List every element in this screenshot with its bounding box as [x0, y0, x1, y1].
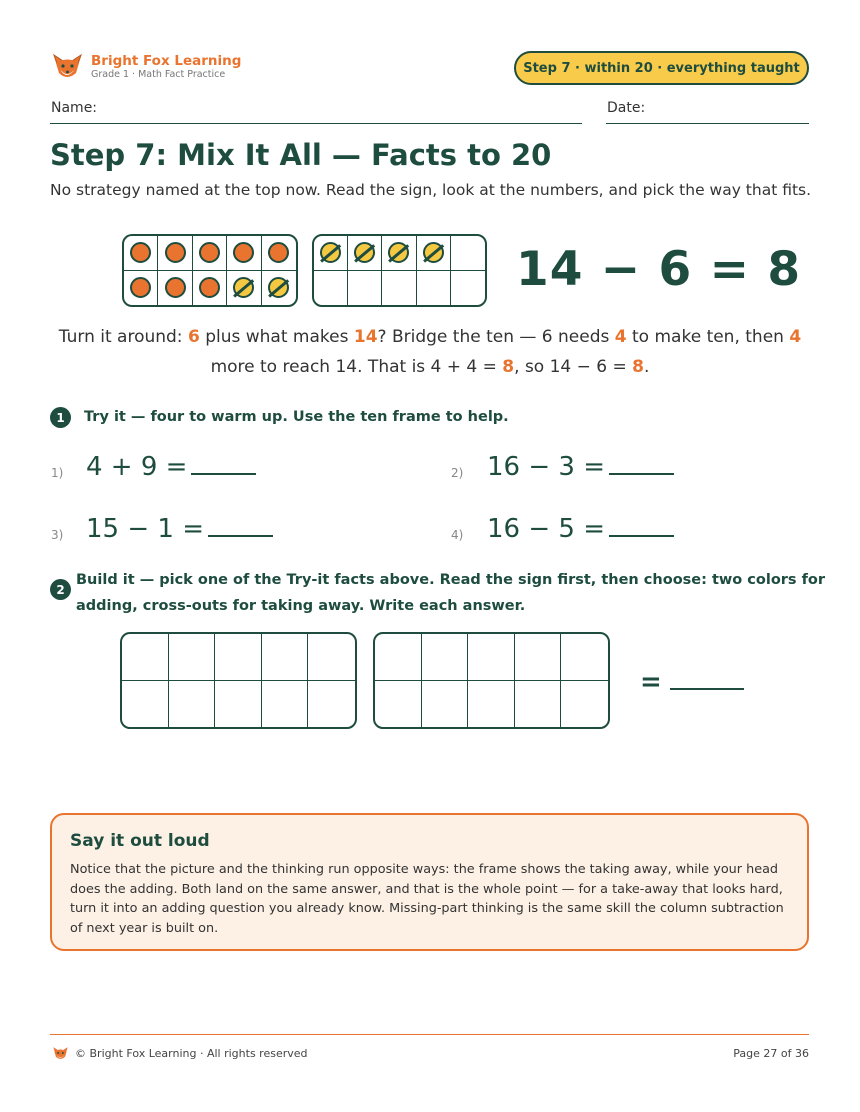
ten-frame-cell — [417, 271, 451, 306]
cross-out-icon — [389, 245, 410, 263]
problem-3-expression: 15 − 1 = — [86, 514, 204, 544]
build-answer-blank[interactable] — [670, 688, 744, 690]
page-title: Step 7: Mix It All — Facts to 20 — [50, 138, 552, 172]
footer-divider — [50, 1034, 809, 1035]
counter-icon — [268, 242, 289, 263]
problem-2 — [487, 452, 674, 482]
crossed-counter-icon — [320, 242, 341, 263]
crossed-counter-icon — [388, 242, 409, 263]
cross-out-icon — [234, 280, 255, 298]
build-ten-frame-right[interactable] — [373, 632, 610, 729]
problem-3-answer-blank[interactable] — [208, 535, 273, 537]
counter-icon — [199, 277, 220, 298]
cross-out-icon — [268, 280, 289, 298]
brand — [52, 53, 241, 81]
name-label: Name: — [51, 100, 98, 116]
problem-2-answer-blank[interactable] — [609, 473, 674, 475]
problem-4 — [487, 514, 674, 544]
brand-subtitle: Grade 1 · Math Fact Practice — [91, 69, 226, 80]
crossed-counter-icon — [423, 242, 444, 263]
problem-4-answer-blank[interactable] — [609, 535, 674, 537]
problem-1-number: 1) — [51, 466, 64, 480]
build-ten-frame-left[interactable] — [120, 632, 357, 729]
fox-logo-icon — [52, 1046, 69, 1061]
ten-frame-cell — [348, 236, 382, 271]
counter-icon — [130, 277, 151, 298]
ten-frame-cell — [227, 236, 261, 271]
ten-frame-cell — [193, 236, 227, 271]
callout-title: Say it out loud — [70, 831, 210, 851]
page-number: Page 27 of 36 — [733, 1047, 809, 1060]
crossed-counter-icon — [268, 277, 289, 298]
counter-icon — [165, 242, 186, 263]
counter-icon — [199, 242, 220, 263]
fox-logo-icon — [52, 53, 83, 81]
section-2-badge: 2 — [50, 579, 71, 600]
ten-frame-cell — [158, 271, 192, 306]
crossed-counter-icon — [354, 242, 375, 263]
ten-frame-cell — [314, 271, 348, 306]
example-equation: 14 − 6 = 8 — [516, 242, 802, 297]
section-1-badge: 1 — [50, 407, 71, 428]
problem-4-number: 4) — [451, 528, 464, 542]
cross-out-icon — [320, 245, 341, 263]
ten-frame-cell — [227, 271, 261, 306]
build-answer — [640, 667, 744, 697]
counter-icon — [130, 242, 151, 263]
ten-frame-cell — [348, 271, 382, 306]
problem-3 — [86, 514, 273, 544]
section-2-instruction: Build it — pick one of the Try-it facts above. Read the sign first, then choose: two colors for adding, cross-outs for taking away. Write each answer. — [76, 572, 826, 614]
callout-body: Notice that the picture and the thinking run opposite ways: the frame shows the taking away, while your head does the adding. Both land on the same answer, and that is the whole point — for a take-away that looks hard, turn it into an adding question you already know. Missing-part thinking is the same skill the column subtraction of next year is built on. — [70, 862, 784, 936]
problem-1-expression: 4 + 9 = — [86, 452, 188, 482]
date-field[interactable] — [606, 123, 809, 124]
section-1-instruction: Try it — four to warm up. Use the ten frame to help. — [84, 409, 509, 425]
ten-frame-cell — [451, 236, 485, 271]
copyright-text: © Bright Fox Learning · All rights reserved — [75, 1047, 308, 1060]
example-ten-frame-left — [122, 234, 298, 307]
brand-name: Bright Fox Learning — [91, 52, 242, 69]
step-pill: Step 7 · within 20 · everything taught — [514, 51, 809, 85]
counter-icon — [233, 242, 254, 263]
ten-frame-cell — [262, 271, 296, 306]
date-label: Date: — [607, 100, 646, 116]
equals-sign: = — [640, 667, 662, 697]
ten-frame-cell — [314, 236, 348, 271]
footer-copyright — [52, 1046, 308, 1061]
say-it-callout — [50, 813, 809, 951]
example-ten-frame-right — [312, 234, 487, 307]
ten-frame-cell — [124, 271, 158, 306]
example-explanation: Turn it around: 6 plus what makes 14? Bridge the ten — 6 needs 4 to make ten, then 4 more to reach 14. That is 4 + 4 = 8, so 14 − 6 = 8. — [58, 327, 802, 377]
problem-4-expression: 16 − 5 = — [487, 514, 605, 544]
page-subtitle: No strategy named at the top now. Read the sign, look at the numbers, and pick the way that fits. — [50, 181, 812, 199]
name-field[interactable] — [50, 123, 582, 124]
cross-out-icon — [354, 245, 375, 263]
problem-1 — [86, 452, 256, 482]
problem-2-number: 2) — [451, 466, 464, 480]
ten-frame-cell — [193, 271, 227, 306]
cross-out-icon — [423, 245, 444, 263]
problem-2-expression: 16 − 3 = — [487, 452, 605, 482]
problem-3-number: 3) — [51, 528, 64, 542]
ten-frame-cell — [451, 271, 485, 306]
crossed-counter-icon — [233, 277, 254, 298]
ten-frame-cell — [124, 236, 158, 271]
ten-frame-cell — [158, 236, 192, 271]
ten-frame-cell — [382, 236, 416, 271]
ten-frame-cell — [262, 236, 296, 271]
problem-1-answer-blank[interactable] — [191, 473, 256, 475]
ten-frame-cell — [417, 236, 451, 271]
ten-frame-cell — [382, 271, 416, 306]
counter-icon — [165, 277, 186, 298]
